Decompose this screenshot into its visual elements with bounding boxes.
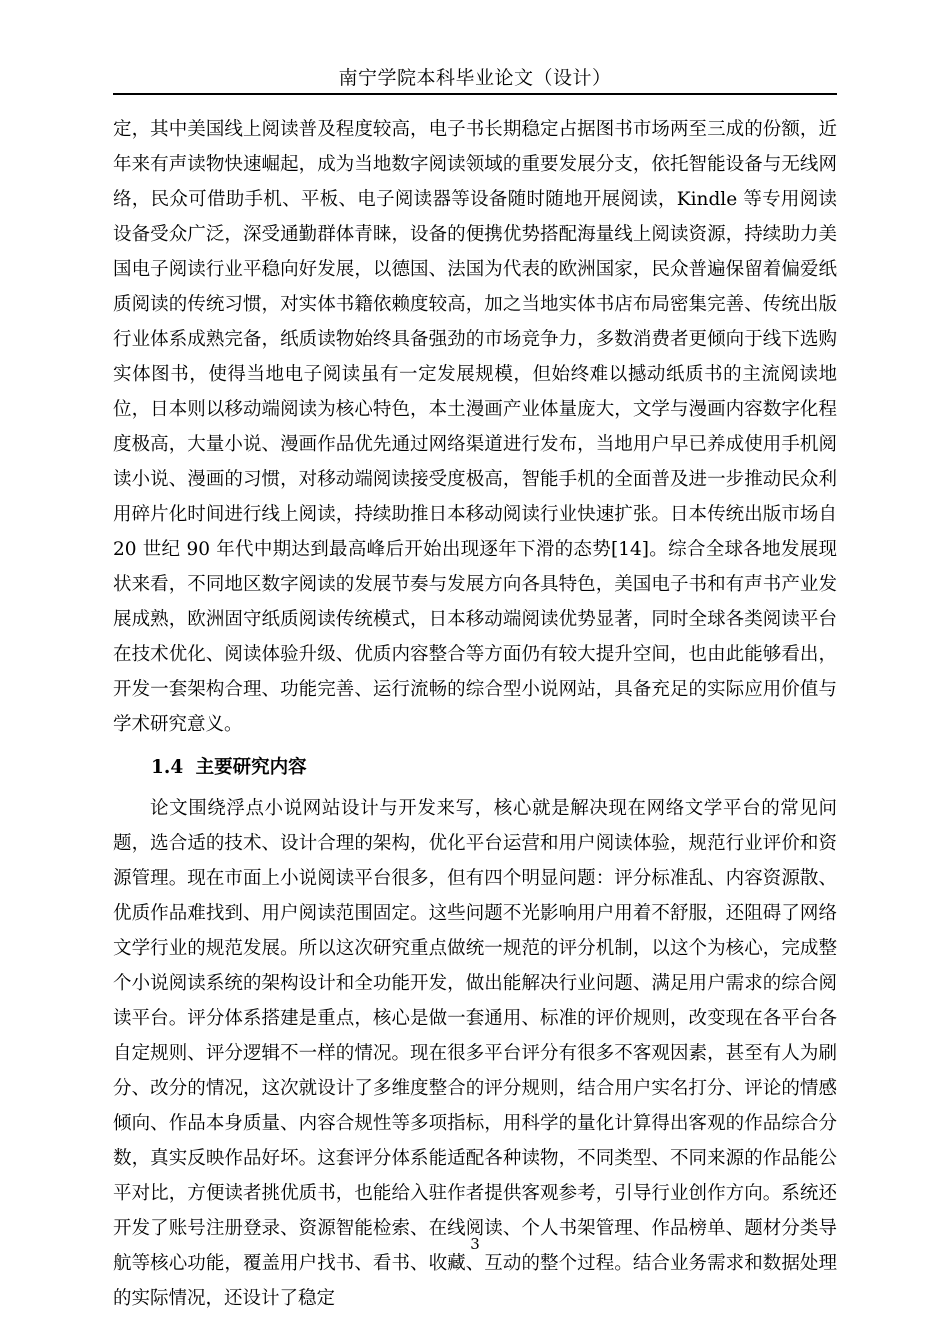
paragraph-continued: 定，其中美国线上阅读普及程度较高，电子书长期稳定占据图书市场两至三成的份额，近年来有声读物快速崛起，成为当地数字阅读领域的重要发展分支，依托智能设备与无线网络，民众可借助手机、平板、电子阅读器等设备随时随地开展阅读，Kindle 等专用阅读设备受众广泛，深受通勤群体青睐，设备的便携优势搭配海量线上阅读资源，持续助力美国电子阅读行业平稳向好发展，以德国、法国为代表的欧洲国家，民众普遍保留着偏爱纸质阅读的传统习惯，对实体书籍依赖度较高，加之当地实体书店布局密集完善、传统出版行业体系成熟完备，纸质读物始终具备强劲的市场竞争力，多数消费者更倾向于线下选购实体图书，使得当地电子阅读虽有一定发展规模，但始终难以撼动纸质书的主流阅读地位，日本则以移动端阅读为核心特色，本土漫画产业体量庞大，文学与漫画内容数字化程度极高，大量小说、漫画作品优先通过网络渠道进行发布，当地用户早已养成使用手机阅读小说、漫画的习惯，对移动端阅读接受度极高，智能手机的全面普及进一步推动民众利用碎片化时间进行线上阅读，持续助推日本移动阅读行业快速扩张。日本传统出版市场自 20 世纪 90 年代中期达到最高峰后开始出现逐年下滑的态势[14]。综合全球各地发展现状来看，不同地区数字阅读的发展节奏与发展方向各具特色，美国电子书和有声书产业发展成熟，欧洲固守纸质阅读传统模式，日本移动端阅读优势显著，同时全球各类阅读平台在技术优化、阅读体验升级、优质内容整合等方面仍有较大提升空间，也由此能够看出，开发一套架构合理、功能完善、运行流畅的综合型小说网站，具备充足的实际应用价值与学术研究意义。 (113, 119, 837, 735)
section-title: 主要研究内容 (195, 757, 307, 778)
running-header: 南宁学院本科毕业论文（设计） (338, 67, 612, 89)
page-number: 3 (470, 1235, 480, 1253)
paragraph-research-content: 论文围绕浮点小说网站设计与开发来写，核心就是解决现在网络文学平台的常见问题，选合适的技术、设计合理的架构，优化平台运营和用户阅读体验，规范行业评价和资源管理。现在市面上小说阅读平台很多，但有四个明显问题：评分标准乱、内容资源散、优质作品难找到、用户阅读范围固定。这些问题不光影响用户用着不舒服，还阻碍了网络文学行业的规范发展。所以这次研究重点做统一规范的评分机制，以这个为核心，完成整个小说阅读系统的架构设计和全功能开发，做出能解决行业问题、满足用户需求的综合阅读平台。评分体系搭建是重点，核心是做一套通用、标准的评价规则，改变现在各平台各自定规则、评分逻辑不一样的情况。现在很多平台评分有很多不客观因素，甚至有人为刷分、改分的情况，这次就设计了多维度整合的评分规则，结合用户实名打分、评论的情感倾向、作品本身质量、内容合规性等多项指标，用科学的量化计算得出客观的作品综合分数，真实反映作品好坏。这套评分体系能适配各种读物，不同类型、不同来源的作品能公平对比，方便读者挑优质书，也能给入驻作者提供客观参考，引导行业创作方向。系统还开发了账号注册登录、资源智能检索、在线阅读、个人书架管理、作品榜单、题材分类导航等核心功能，覆盖用户找书、看书、收藏、互动的整个过程。结合业务需求和数据处理的实际情况，还设计了稳定 (113, 798, 837, 1309)
section-number: 1.4 (151, 757, 184, 778)
page-body (113, 112, 837, 1316)
section-heading (113, 750, 837, 785)
header-rule (113, 93, 837, 95)
